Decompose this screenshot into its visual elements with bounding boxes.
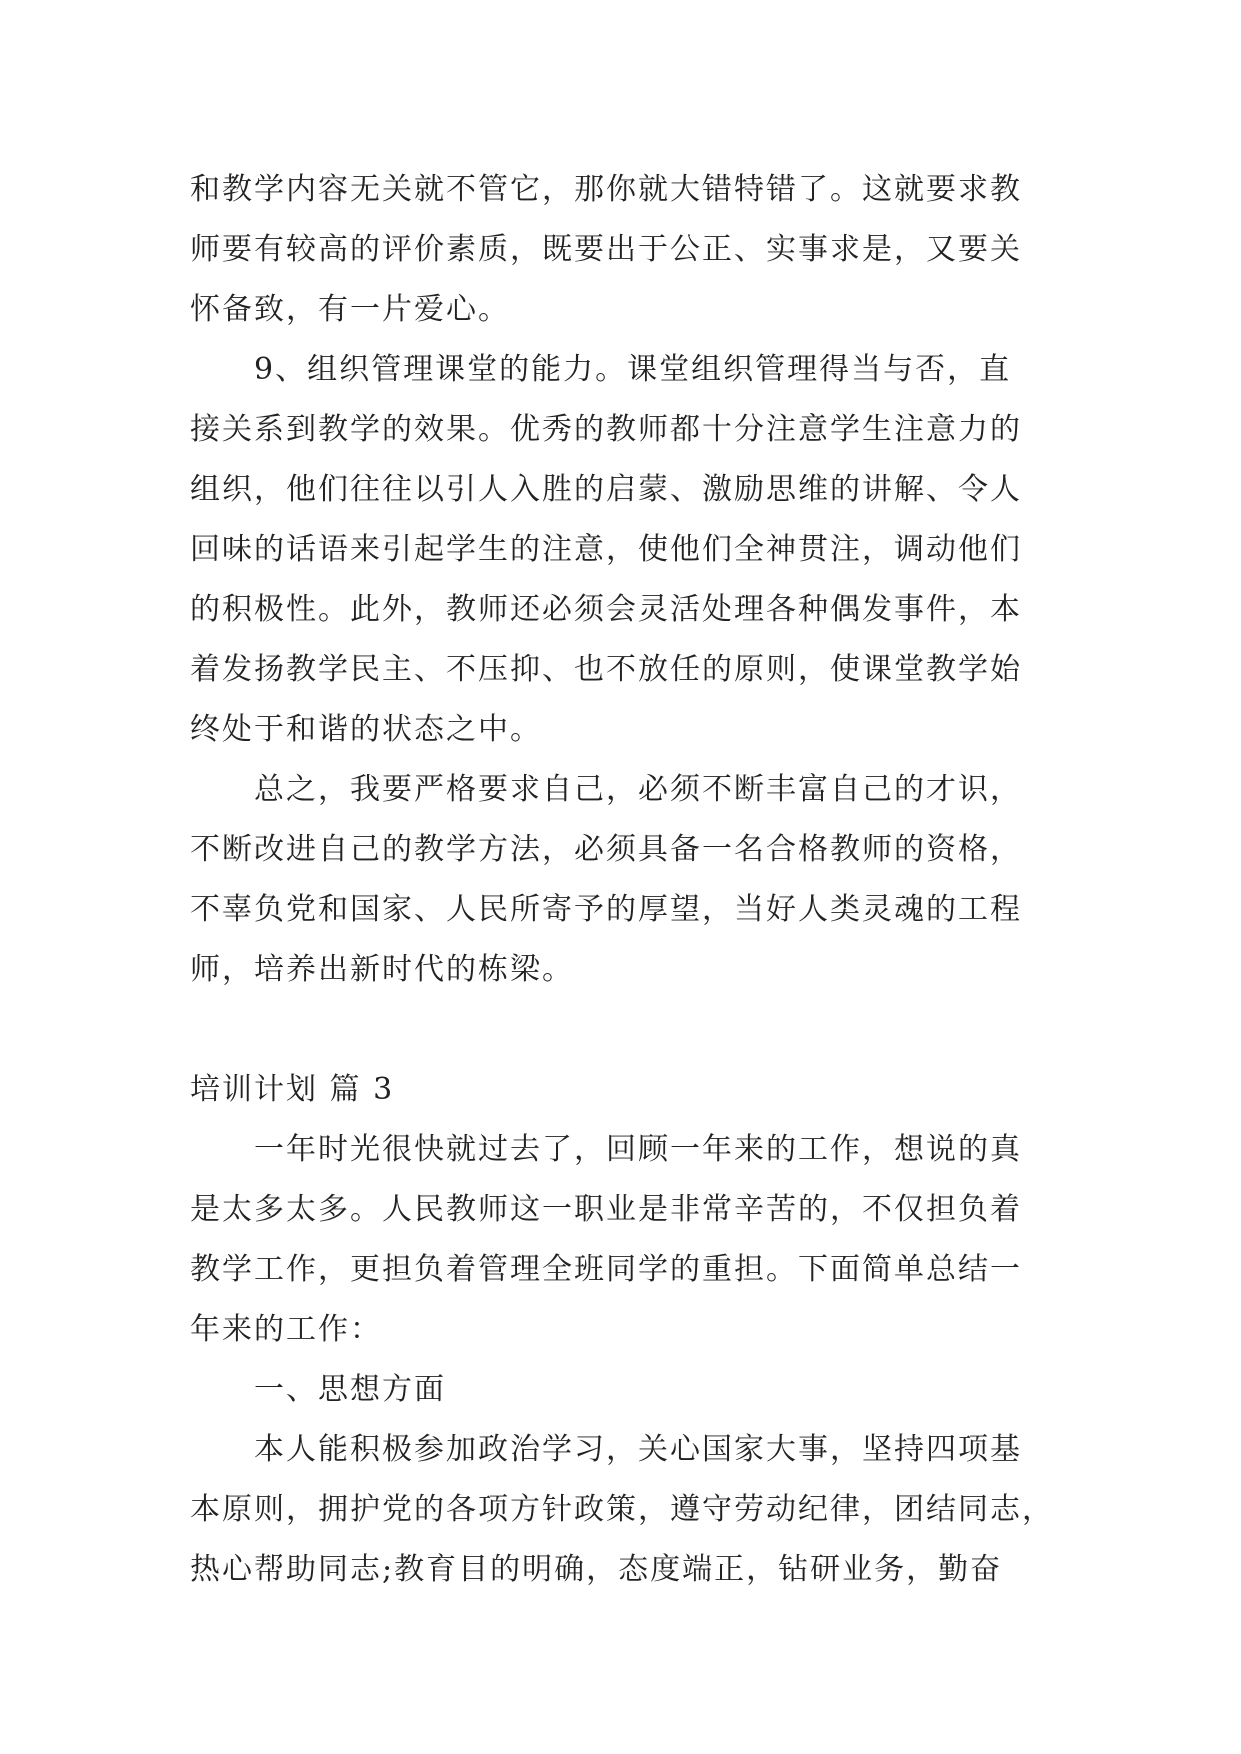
text-line: 的积极性。此外，教师还必须会灵活处理各种偶发事件，本 xyxy=(190,592,1022,627)
section-title: 培训计划 篇 3 xyxy=(190,1072,395,1107)
document-body xyxy=(190,160,1058,1600)
text-line: 师要有较高的评价素质，既要出于公正、实事求是，又要关 xyxy=(190,232,1022,267)
paragraph-classroom-management xyxy=(190,340,1058,760)
text-line: 师，培养出新时代的栋梁。 xyxy=(190,952,574,987)
section-spacer xyxy=(190,1000,1058,1060)
text-line: 热心帮助同志;教育目的明确，态度端正，钻研业务，勤奋 xyxy=(190,1552,1003,1587)
text-line: 本原则，拥护党的各项方针政策，遵守劳动纪律，团结同志， xyxy=(190,1492,1054,1527)
paragraph-conclusion xyxy=(190,760,1058,1000)
subheading-text: 一、思想方面 xyxy=(254,1372,446,1407)
subheading-ideology xyxy=(190,1360,1058,1420)
text-line: 组织，他们往往以引人入胜的启蒙、激励思维的讲解、令人 xyxy=(190,472,1022,507)
text-line: 总之，我要严格要求自己，必须不断丰富自己的才识， xyxy=(254,772,1022,807)
text-line: 着发扬教学民主、不压抑、也不放任的原则，使课堂教学始 xyxy=(190,652,1022,687)
text-line: 是太多太多。人民教师这一职业是非常辛苦的，不仅担负着 xyxy=(190,1192,1022,1227)
text-line: 终处于和谐的状态之中。 xyxy=(190,712,542,747)
text-line: 和教学内容无关就不管它，那你就大错特错了。这就要求教 xyxy=(190,172,1022,207)
paragraph-year-review xyxy=(190,1120,1058,1360)
text-line: 回味的话语来引起学生的注意，使他们全神贯注，调动他们 xyxy=(190,532,1022,567)
text-line: 不断改进自己的教学方法，必须具备一名合格教师的资格， xyxy=(190,832,1022,867)
text-line: 怀备致，有一片爱心。 xyxy=(190,292,510,327)
paragraph-evaluation-continued xyxy=(190,160,1058,340)
text-line: 一年时光很快就过去了，回顾一年来的工作，想说的真 xyxy=(254,1132,1022,1167)
text-line: 不辜负党和国家、人民所寄予的厚望，当好人类灵魂的工程 xyxy=(190,892,1022,927)
text-line: 本人能积极参加政治学习，关心国家大事，坚持四项基 xyxy=(254,1432,1022,1467)
text-line: 9、组织管理课堂的能力。课堂组织管理得当与否，直 xyxy=(254,352,1012,387)
section-heading xyxy=(190,1060,1058,1120)
text-line: 教学工作，更担负着管理全班同学的重担。下面简单总结一 xyxy=(190,1252,1022,1287)
text-line: 接关系到教学的效果。优秀的教师都十分注意学生注意力的 xyxy=(190,412,1022,447)
paragraph-ideology xyxy=(190,1420,1058,1600)
text-line: 年来的工作： xyxy=(190,1312,382,1347)
